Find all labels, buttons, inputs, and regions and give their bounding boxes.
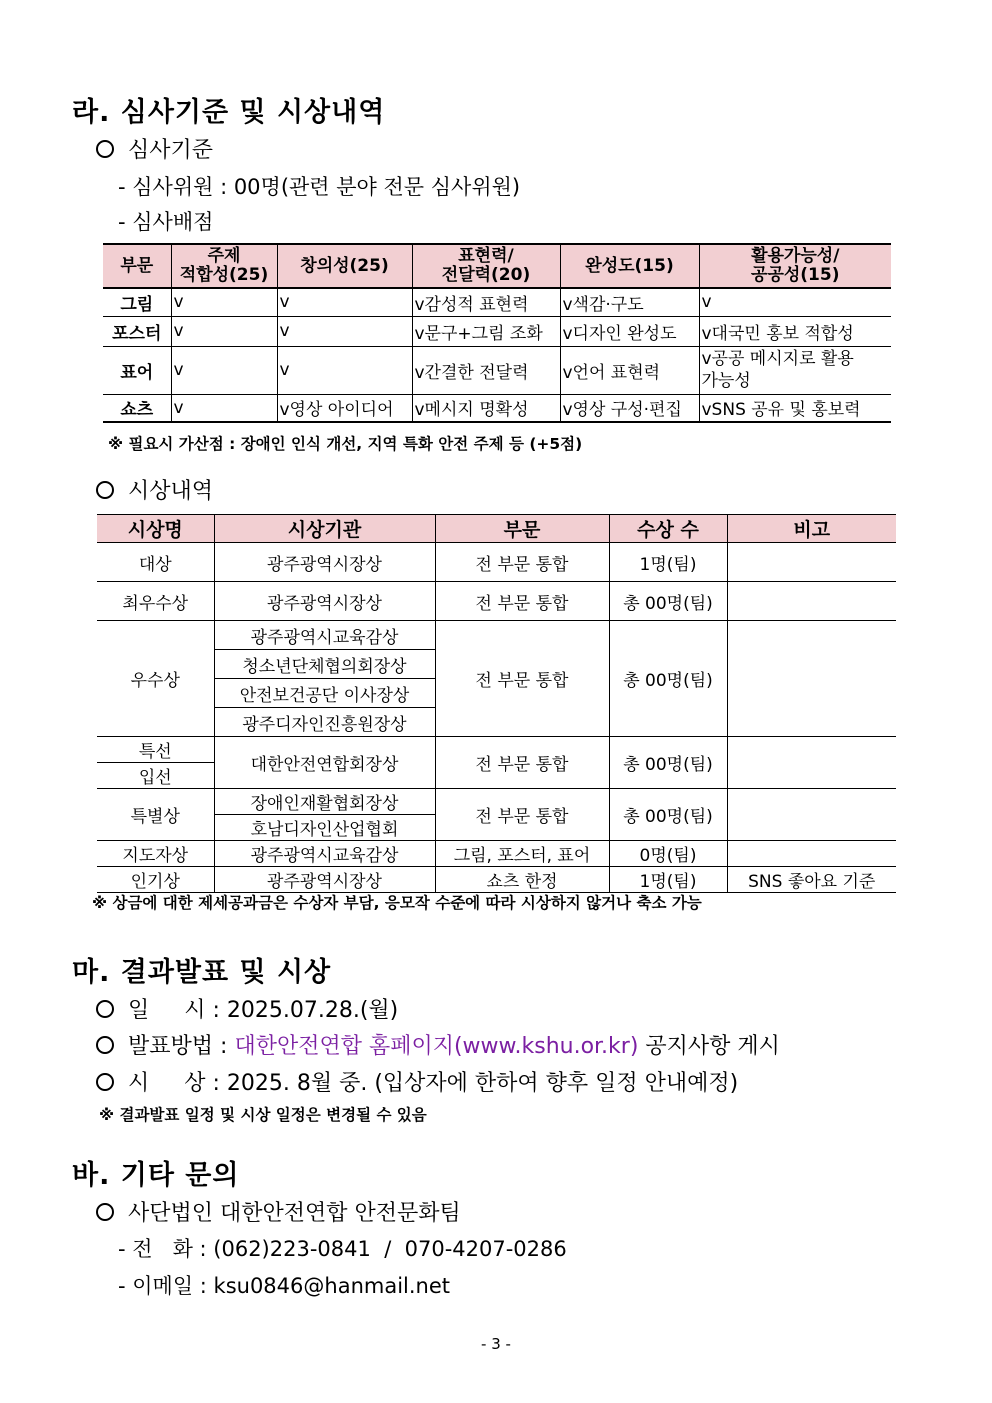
award-line xyxy=(96,1066,738,1097)
table-cell xyxy=(727,543,896,582)
table-cell xyxy=(727,582,896,621)
prize-note: ※ 상금에 대한 제세공과금은 수상자 부담, 응모작 수준에 따라 시상하지 않거나 축소 가능 xyxy=(92,894,702,912)
awards-table xyxy=(97,514,896,893)
table-cell: 광주디자인진흥원장상 xyxy=(214,708,435,737)
table-row xyxy=(97,737,896,763)
criteria-heading-text: 심사기준 xyxy=(128,138,214,163)
table-cell: 광주광역시장상 xyxy=(214,867,435,893)
awards-heading-text: 시상내역 xyxy=(128,479,214,504)
header-cell: 주제 적합성(25) xyxy=(171,244,277,288)
homepage-link[interactable]: 대한안전연합 홈페이지(www.kshu.or.kr) xyxy=(234,1034,639,1059)
section-title-ma: 마. 결과발표 및 시상 xyxy=(72,957,332,988)
table-header-row xyxy=(103,244,891,288)
table-cell: 우수상 xyxy=(97,621,214,737)
table-cell: 입선 xyxy=(97,763,214,789)
table-cell: 광주광역시장상 xyxy=(214,582,435,621)
table-row xyxy=(97,841,896,867)
header-cell: 수상 수 xyxy=(609,515,727,543)
table-cell: 1명(팀) xyxy=(609,867,727,893)
bullet-circle-icon xyxy=(96,1000,114,1018)
table-cell: v xyxy=(171,394,277,422)
bullet-circle-icon xyxy=(96,1203,114,1221)
org-text: 사단법인 대한안전연합 안전문화팀 xyxy=(128,1201,461,1226)
table-row xyxy=(103,394,891,422)
page-number: - 3 - xyxy=(481,1335,511,1353)
table-cell: v xyxy=(277,316,412,346)
header-cell: 부문 xyxy=(103,244,171,288)
table-cell: 장애인재활협회장상 xyxy=(214,789,435,815)
table-cell: 전 부문 통합 xyxy=(435,737,609,789)
table-cell: v xyxy=(171,316,277,346)
table-row xyxy=(103,288,891,316)
phone-line: - 전 화 : (062)223-0841 / 070-4207-0286 xyxy=(118,1237,567,1261)
table-row xyxy=(97,789,896,815)
table-cell: 광주광역시장상 xyxy=(214,543,435,582)
header-cell: 시상명 xyxy=(97,515,214,543)
header-cell: 표현력/ 전달력(20) xyxy=(412,244,560,288)
table-cell: v색감·구도 xyxy=(560,288,699,316)
table-cell: 호남디자인산업협회 xyxy=(214,815,435,841)
table-cell xyxy=(727,621,896,737)
table-cell: 전 부문 통합 xyxy=(435,789,609,841)
category-cell: 표어 xyxy=(103,346,171,394)
category-cell: 포스터 xyxy=(103,316,171,346)
judging-criteria-table xyxy=(103,243,891,423)
bonus-note: ※ 필요시 가산점 : 장애인 인식 개선, 지역 특화 안전 주제 등 (+5점) xyxy=(108,435,583,453)
table-cell: v언어 표현력 xyxy=(560,346,699,394)
table-cell: v디자인 완성도 xyxy=(560,316,699,346)
award-label: 시 상 xyxy=(128,1071,206,1096)
bullet-circle-icon xyxy=(96,481,114,499)
table-cell xyxy=(727,789,896,841)
table-cell: v공공 메시지로 활용 가능성 xyxy=(699,346,891,394)
bullet-circle-icon xyxy=(96,140,114,158)
table-cell: v문구+그림 조화 xyxy=(412,316,560,346)
table-cell: 광주광역시교육감상 xyxy=(214,841,435,867)
method-label: 발표방법 xyxy=(128,1034,214,1059)
table-cell xyxy=(727,737,896,789)
table-cell: 안전보건공단 이사장상 xyxy=(214,679,435,708)
table-cell: v감성적 표현력 xyxy=(412,288,560,316)
table-row xyxy=(97,621,896,650)
table-cell: v xyxy=(171,288,277,316)
table-cell: v간결한 전달력 xyxy=(412,346,560,394)
schedule-note: ※ 결과발표 일정 및 시상 일정은 변경될 수 있음 xyxy=(99,1106,427,1124)
bullet-circle-icon xyxy=(96,1036,114,1054)
table-cell: 전 부문 통합 xyxy=(435,543,609,582)
table-cell: 총 00명(팀) xyxy=(609,621,727,737)
table-row xyxy=(103,316,891,346)
header-cell: 부문 xyxy=(435,515,609,543)
table-header-row xyxy=(97,515,896,543)
header-cell: 비고 xyxy=(727,515,896,543)
category-cell: 쇼츠 xyxy=(103,394,171,422)
table-cell: 총 00명(팀) xyxy=(609,737,727,789)
table-cell: v xyxy=(277,346,412,394)
table-row xyxy=(97,582,896,621)
table-cell: 청소년단체협의회장상 xyxy=(214,650,435,679)
org-line xyxy=(96,1196,461,1227)
method-colon: : xyxy=(220,1034,228,1059)
table-cell: 1명(팀) xyxy=(609,543,727,582)
method-rest: 공지사항 게시 xyxy=(638,1034,780,1059)
table-cell: vSNS 공유 및 홍보력 xyxy=(699,394,891,422)
date-label: 일 시 xyxy=(128,998,206,1023)
email-line[interactable]: - 이메일 : ksu0846@hanmail.net xyxy=(118,1274,451,1298)
table-cell: 지도자상 xyxy=(97,841,214,867)
date-value: : 2025.07.28.(월) xyxy=(212,998,399,1023)
table-cell: v영상 아이디어 xyxy=(277,394,412,422)
table-cell: 전 부문 통합 xyxy=(435,582,609,621)
table-cell: 그림, 포스터, 표어 xyxy=(435,841,609,867)
category-cell: 그림 xyxy=(103,288,171,316)
table-cell: 대상 xyxy=(97,543,214,582)
table-cell: 총 00명(팀) xyxy=(609,582,727,621)
table-cell: 광주광역시교육감상 xyxy=(214,621,435,650)
table-cell: v xyxy=(277,288,412,316)
table-cell: 특선 xyxy=(97,737,214,763)
header-cell: 완성도(15) xyxy=(560,244,699,288)
table-cell: SNS 좋아요 기준 xyxy=(727,867,896,893)
table-cell: v영상 구성·편집 xyxy=(560,394,699,422)
scoring-line: - 심사배점 xyxy=(118,210,214,234)
table-cell xyxy=(727,841,896,867)
table-cell: v xyxy=(699,288,891,316)
header-cell: 시상기관 xyxy=(214,515,435,543)
section-title-ra: 라. 심사기준 및 시상내역 xyxy=(72,97,386,128)
table-row xyxy=(97,867,896,893)
table-cell: 최우수상 xyxy=(97,582,214,621)
header-cell: 활용가능성/ 공공성(15) xyxy=(699,244,891,288)
criteria-heading xyxy=(96,133,213,164)
table-cell: v대국민 홍보 적합성 xyxy=(699,316,891,346)
header-cell: 창의성(25) xyxy=(277,244,412,288)
date-line xyxy=(96,993,398,1024)
table-cell: 인기상 xyxy=(97,867,214,893)
table-row xyxy=(97,543,896,582)
table-row xyxy=(103,346,891,394)
awards-heading xyxy=(96,474,213,505)
table-cell: 대한안전연합회장상 xyxy=(214,737,435,789)
section-title-ba: 바. 기타 문의 xyxy=(72,1160,240,1191)
judges-line: - 심사위원 : 00명(관련 분야 전문 심사위원) xyxy=(118,175,521,199)
table-cell: v메시지 명확성 xyxy=(412,394,560,422)
table-cell: 전 부문 통합 xyxy=(435,621,609,737)
bullet-circle-icon xyxy=(96,1073,114,1091)
table-cell: 특별상 xyxy=(97,789,214,841)
table-cell: v xyxy=(171,346,277,394)
method-line xyxy=(96,1029,780,1060)
table-cell: 0명(팀) xyxy=(609,841,727,867)
table-cell: 쇼츠 한정 xyxy=(435,867,609,893)
table-cell: 총 00명(팀) xyxy=(609,789,727,841)
award-value: : 2025. 8월 중. (입상자에 한하여 향후 일정 안내예정) xyxy=(212,1071,739,1096)
